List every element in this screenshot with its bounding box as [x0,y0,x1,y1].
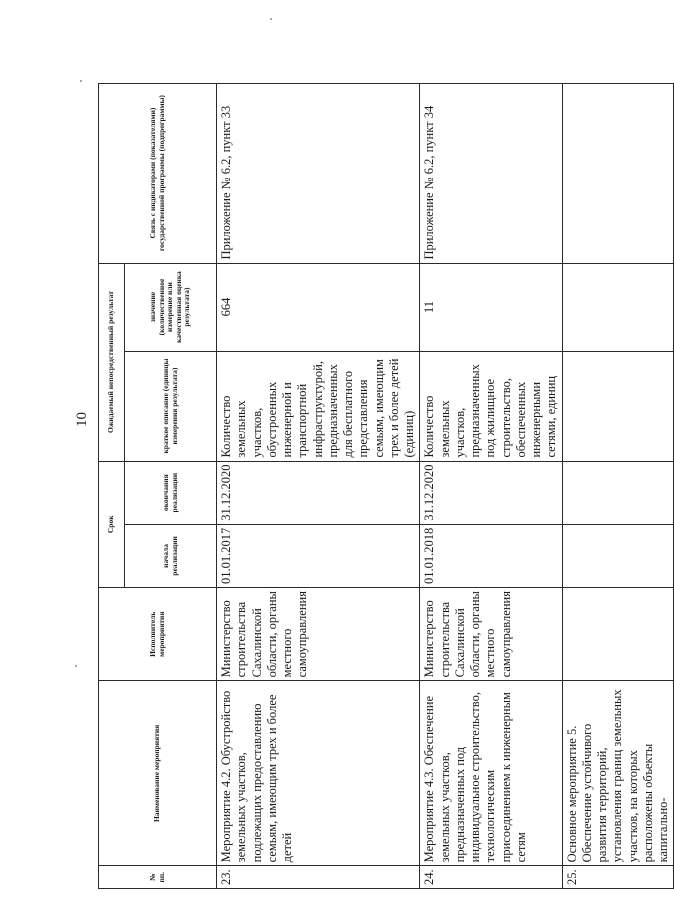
row-link [562,83,674,263]
scan-speck [270,18,272,20]
header-num: № пп. [99,866,217,889]
table-row [217,83,420,888]
table-row [420,83,562,888]
row-result-desc: Количество земельных участков, обустроенных инженерной и транспортной инфраструктурой, предназначенных для бесплатного представления семьям, имеющим трех и более детей (единиц) [217,351,420,461]
row-link: Приложение № 6.2, пункт 34 [420,83,562,263]
row-start: 01.01.2017 [217,524,420,587]
row-executor: Министерство строительства Сахалинской области, органы местного самоуправления [420,588,562,681]
measures-table [98,83,674,889]
row-result-desc: Количество земельных участков, предназначенных под жилищное строительство, обеспеченных инженерными сетями, единиц [420,351,562,461]
header-end: окончания реализации [125,461,217,524]
header-term: Срок [99,461,125,588]
header-result-value: значение (количественное измерение или качественная оценка результата) [125,263,217,351]
row-end: 31.12.2020 [420,461,562,524]
header-link: Связь с индикаторами (показателями) государственной программы (подпрограммы) [99,83,217,263]
page-number: 10 [74,412,90,427]
row-result-value [562,263,674,351]
header-result: Ожидаемый непосредственный результат [99,263,125,461]
row-num: 24. [420,866,562,889]
scan-speck [80,80,82,82]
header-executor: Исполнитель мероприятия [99,588,217,681]
row-start [562,524,674,587]
header-start: начала реализации [125,524,217,587]
row-result-value: 11 [420,263,562,351]
row-end: 31.12.2020 [217,461,420,524]
row-result-desc [562,351,674,461]
header-name: Наименование мероприятия [99,681,217,866]
row-executor [562,588,674,681]
row-name: Мероприятие 4.2. Обустройство земельных участков, подлежащих предоставлению семьям, имеющим трех и более детей [217,681,420,866]
table-row [562,83,674,888]
row-num: 23. [217,866,420,889]
scan-speck [75,665,77,667]
row-end [562,461,674,524]
row-name: Основное мероприятие 5. Обеспечение устойчивого развития территорий, установления границ земельных участков, на которых расположены объекты капитально- [562,681,674,866]
row-executor: Министерство строительства Сахалинской области, органы местного самоуправления [217,588,420,681]
header-result-desc: краткое описание (единицы измерения результата) [125,351,217,461]
row-name: Мероприятие 4.3. Обеспечение земельных участков, предназначенных под индивидуальное строительство, технологическим присоединением к инженерным сетям [420,681,562,866]
row-num: 25. [562,866,674,889]
row-start: 01.01.2018 [420,524,562,587]
row-result-value: 664 [217,263,420,351]
row-link: Приложение № 6.2, пункт 33 [217,83,420,263]
